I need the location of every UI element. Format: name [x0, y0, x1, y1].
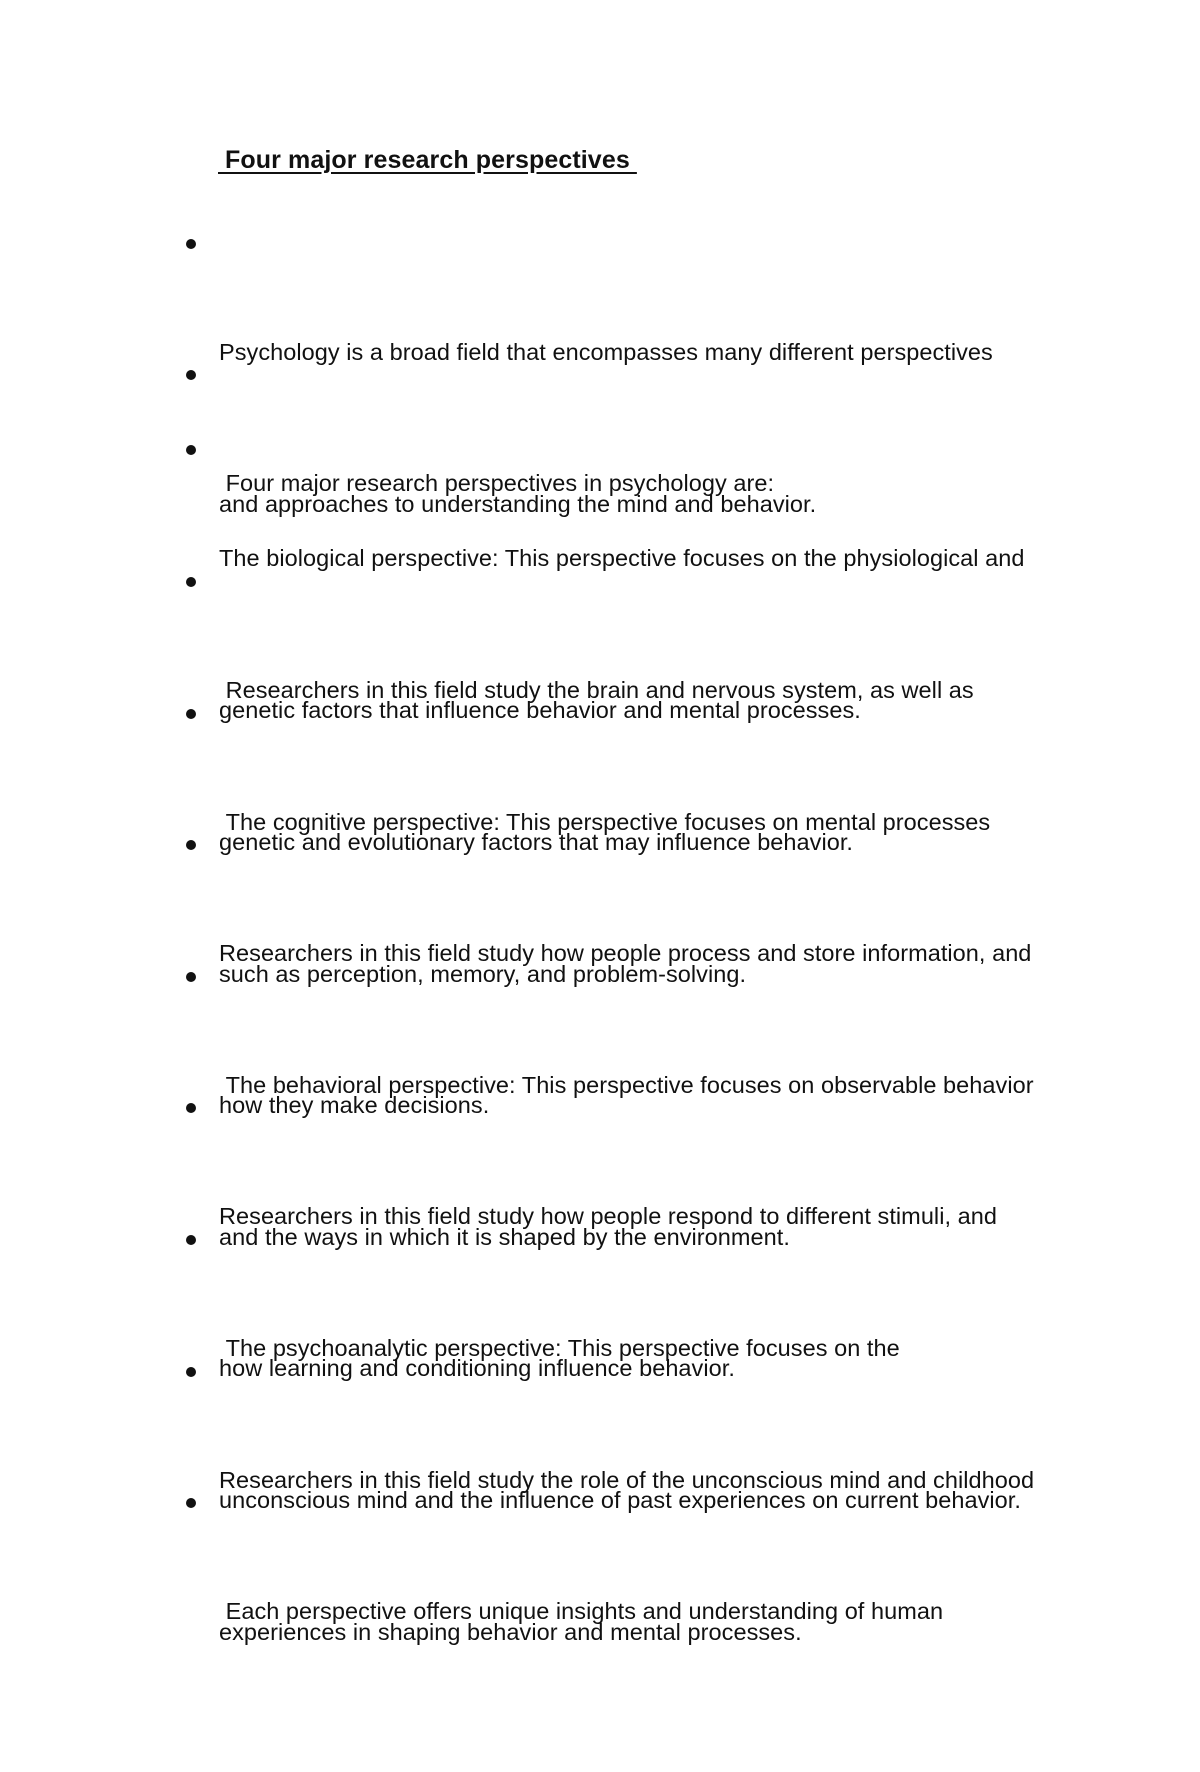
bullet-icon	[186, 1103, 196, 1113]
bullet-icon	[186, 1498, 196, 1508]
text-line: Researchers in this field study the role of the unconscious mind and childhood	[219, 1467, 1035, 1493]
document-title: Four major research perspectives	[218, 146, 637, 174]
bullet-icon	[186, 1367, 196, 1377]
bullet-icon	[186, 370, 196, 380]
text-line: The biological perspective: This perspective focuses on the physiological and	[219, 545, 1025, 571]
list-item-text	[219, 1487, 1069, 1751]
bullet-icon	[186, 709, 196, 719]
text-line: The behavioral perspective: This perspective focuses on observable behavior	[219, 1072, 1034, 1098]
bullet-icon	[186, 972, 196, 982]
text-line: experiences in shaping behavior and mental processes.	[219, 1619, 802, 1645]
bullet-icon	[186, 1235, 196, 1245]
text-line: Researchers in this field study the brain and nervous system, as well as	[219, 677, 974, 703]
text-line: Researchers in this field study how people respond to different stimuli, and	[219, 1203, 997, 1229]
text-line: how learning and conditioning influence behavior.	[219, 1355, 735, 1381]
text-line: such as perception, memory, and problem-solving.	[219, 961, 747, 987]
bullet-icon	[186, 840, 196, 850]
text-line: Four major research perspectives in psychology are:	[219, 470, 775, 496]
bullet-icon	[186, 445, 196, 455]
text-line: The psychoanalytic perspective: This perspective focuses on the	[219, 1335, 900, 1361]
text-line: Researchers in this field study how people process and store information, and	[219, 940, 1032, 966]
text-line: how they make decisions.	[219, 1092, 490, 1118]
text-line: genetic and evolutionary factors that may influence behavior.	[219, 829, 854, 855]
text-line: Each perspective offers unique insights and understanding of human	[219, 1598, 944, 1624]
text-line: Psychology is a broad field that encompasses many different perspectives	[219, 339, 993, 365]
bullet-icon	[186, 577, 196, 587]
text-line: and approaches to understanding the mind and behavior.	[219, 491, 817, 517]
text-line: and the ways in which it is shaped by the environment.	[219, 1224, 790, 1250]
text-line: The cognitive perspective: This perspective focuses on mental processes	[219, 809, 991, 835]
bullet-icon	[186, 239, 196, 249]
text-line: genetic factors that influence behavior and mental processes.	[219, 697, 861, 723]
text-line: unconscious mind and the influence of past experiences on current behavior.	[219, 1487, 1021, 1513]
